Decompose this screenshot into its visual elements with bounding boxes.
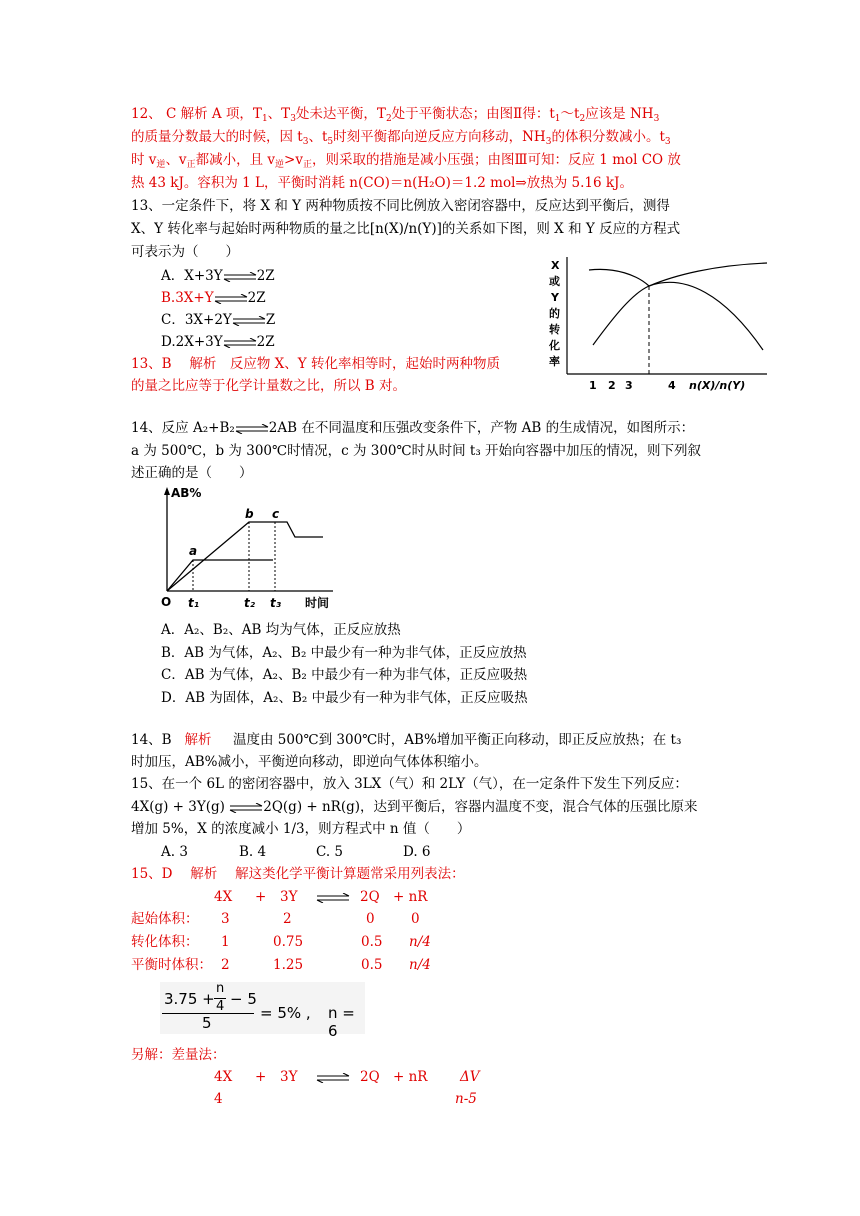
cell: 0.75 (273, 934, 304, 950)
alt-head-3y: 3Y (280, 1069, 298, 1085)
q14-answer-2: 时加压，AB%减小，平衡逆向移动，即逆向气体体积缩小。 (131, 754, 488, 770)
cell: 3 (221, 911, 230, 927)
q15-option-d: D. 6 (403, 844, 431, 860)
q13-answer-1: 13、B 解析 反应物 X、Y 转化率相等时，起始时两种物质 (131, 356, 500, 372)
cell: 0.5 (361, 934, 383, 950)
q14-stem-1: 14、反应 A₂+B₂ 2AB 在不同温度和压强改变条件下，产物 AB 的生成情况，如图所示： (131, 420, 695, 436)
q15-formula: 3.75 + n 4 − 5 5 = 5% , n = 6 (160, 982, 365, 1034)
alt-cell-n5: n-5 (455, 1091, 477, 1107)
svg-text:a: a (189, 544, 198, 558)
q13-option-a: A．X+3Y 2Z (161, 268, 275, 284)
cell: 1 (221, 934, 230, 950)
chart-xtick-2: 2 (608, 379, 616, 392)
q15-stem-2: 4X(g) + 3Y(g) 2Q(g) + nR(g)，达到平衡后，容器内温度不变，混合气体的压强比原来 (131, 799, 698, 815)
cell: n/4 (409, 957, 431, 973)
q13-stem-3: 可表示为（ ） (131, 244, 239, 260)
q15-stem-1: 15、在一个 6L 的密闭容器中，放入 3LX（气）和 2LY（气），在一定条件下发生下列反应： (131, 776, 688, 792)
equilibrium-arrow-icon (232, 316, 266, 326)
q12-line3: 时 $v_逆$、$v_正$都减小，且 $v_逆>v_正$，则采取的措施是减小压强；由图Ⅲ可知：反应 1 mol CO 放 (131, 152, 681, 170)
equilibrium-arrow-icon (235, 424, 269, 434)
q12-line4: 热 43 kJ。容积为 1 L，平衡时消耗 n(CO)＝n(H₂O)＝1.2 mol⇒放热为 5.16 kJ。 (131, 175, 633, 191)
tbl-head-plus: + (255, 889, 267, 905)
chart-ylabel-2: 或 (549, 275, 560, 288)
svg-text:c: c (272, 507, 280, 521)
chart-xlabel: n(X)/n(Y) (689, 379, 746, 392)
tbl-head-2q: 2Q (360, 889, 380, 905)
cell: 0 (366, 911, 375, 927)
q13-option-c: C．3X+2Y Z (161, 312, 276, 328)
q14-option-b: B．AB 为气体，A₂、B₂ 中最少有一种为非气体，正反应放热 (161, 645, 527, 661)
chart-xtick-4: 4 (668, 379, 676, 392)
equilibrium-arrow-icon (223, 272, 257, 282)
q15-option-c: C. 5 (316, 844, 344, 860)
q14-option-c: C．AB 为气体，A₂、B₂ 中最少有一种为非气体，正反应吸热 (161, 667, 528, 683)
row-change-label: 转化体积： (131, 934, 199, 950)
q14-stem-3: 述正确的是（ ） (131, 465, 253, 481)
cell: 1.25 (273, 957, 304, 973)
q15-option-a: A. 3 (161, 844, 188, 860)
q13-option-d: D.2X+3Y 2Z (161, 334, 275, 350)
chart-ylabel-5: 转 (549, 323, 560, 336)
alt-head-plus: + (255, 1069, 267, 1085)
tbl-head-3y: 3Y (280, 889, 298, 905)
alt-head-nr: + nR (393, 1069, 428, 1085)
q15-alt-title: 另解：差量法： (131, 1047, 226, 1063)
svg-text:b: b (245, 507, 254, 521)
equilibrium-arrow-icon (214, 294, 248, 304)
cell: 0 (411, 911, 420, 927)
q13-answer-2: 的量之比应等于化学计量数之比，所以 B 对。 (131, 378, 407, 394)
svg-text:t₂: t₂ (244, 596, 255, 610)
cell: 2 (221, 957, 230, 973)
chart-ylabel: AB% (171, 486, 202, 500)
tbl-head-4x: 4X (214, 889, 233, 905)
q12-line2: 的质量分数最大的时候，因 $t_3$、$t_5$时刻平衡都向逆反应方向移动，$NH_3$的体积分数减小。$t_3$ (131, 129, 671, 147)
q15-stem-3: 增加 5%，X 的浓度减小 1/3，则方程式中 n 值（ ） (131, 821, 471, 837)
chart-ylabel-1: X (551, 259, 560, 272)
chart-xtick-3: 3 (625, 379, 633, 392)
svg-text:时间: 时间 (305, 596, 330, 610)
svg-text:t₁: t₁ (188, 596, 199, 610)
q13-option-b: B.3X+Y 2Z (161, 290, 266, 306)
q14-ab-percent-chart (155, 485, 340, 615)
q14-stem-2: a 为 500℃，b 为 300℃时情况，c 为 300℃时从时间 t₃ 开始向容器中加压的情况，则下列叙 (131, 443, 702, 459)
curve-a (167, 560, 273, 591)
q14-answer-1: 14、B 解析 温度由 500℃到 300℃时，AB%增加平衡正向移动，即正反应放热；在 t₃ (131, 732, 682, 748)
equilibrium-arrow-icon (316, 893, 350, 903)
row-initial-label: 起始体积： (131, 911, 199, 927)
cell: 0.5 (361, 957, 383, 973)
q13-conversion-chart (545, 255, 770, 395)
equilibrium-arrow-icon (229, 803, 263, 813)
chart-ylabel-7: 率 (549, 355, 560, 368)
equilibrium-arrow-icon (316, 1073, 350, 1083)
q14-option-d: D．AB 为固体，A₂、B₂ 中最少有一种为非气体，正反应吸热 (161, 690, 528, 706)
alt-head-2q: 2Q (360, 1069, 380, 1085)
cell: 2 (283, 911, 292, 927)
chart-ylabel-6: 化 (549, 339, 560, 352)
q13-stem-1: 13、一定条件下，将 X 和 Y 两种物质按不同比例放入密闭容器中，反应达到平衡后，测得 (131, 198, 670, 214)
q13-stem-2: X、Y 转化率与起始时两种物质的量之比[n(X)/n(Y)]的关系如下图，则 X 和 Y 反应的方程式 (131, 221, 681, 237)
svg-text:O: O (161, 595, 172, 609)
row-equilibrium-label: 平衡时体积： (131, 957, 212, 973)
q15-option-b: B. 4 (239, 844, 267, 860)
tbl-head-nr: + nR (393, 889, 428, 905)
chart-curve-2 (593, 282, 763, 350)
q15-answer: 15、D 解析 解这类化学平衡计算题常采用列表法： (131, 866, 465, 882)
cell: n/4 (409, 934, 431, 950)
equilibrium-arrow-icon (223, 338, 257, 348)
alt-head-dv: ΔV (460, 1069, 480, 1085)
chart-ylabel-4: 的 (549, 307, 560, 320)
q14-option-a: A．A₂、B₂、AB 均为气体，正反应放热 (161, 622, 401, 638)
alt-cell-4: 4 (214, 1091, 223, 1107)
svg-text:t₃: t₃ (270, 596, 281, 610)
chart-ylabel-3: Y (551, 291, 559, 304)
alt-head-4x: 4X (214, 1069, 233, 1085)
q12-line1: 12、 C 解析 A 项，$T_1$、$T_3$处未达平衡，$T_2$处于平衡状态；由图Ⅱ得：$t_1\sim t_2$应该是 $NH_3$ (131, 106, 660, 124)
chart-xtick-1: 1 (589, 379, 597, 392)
